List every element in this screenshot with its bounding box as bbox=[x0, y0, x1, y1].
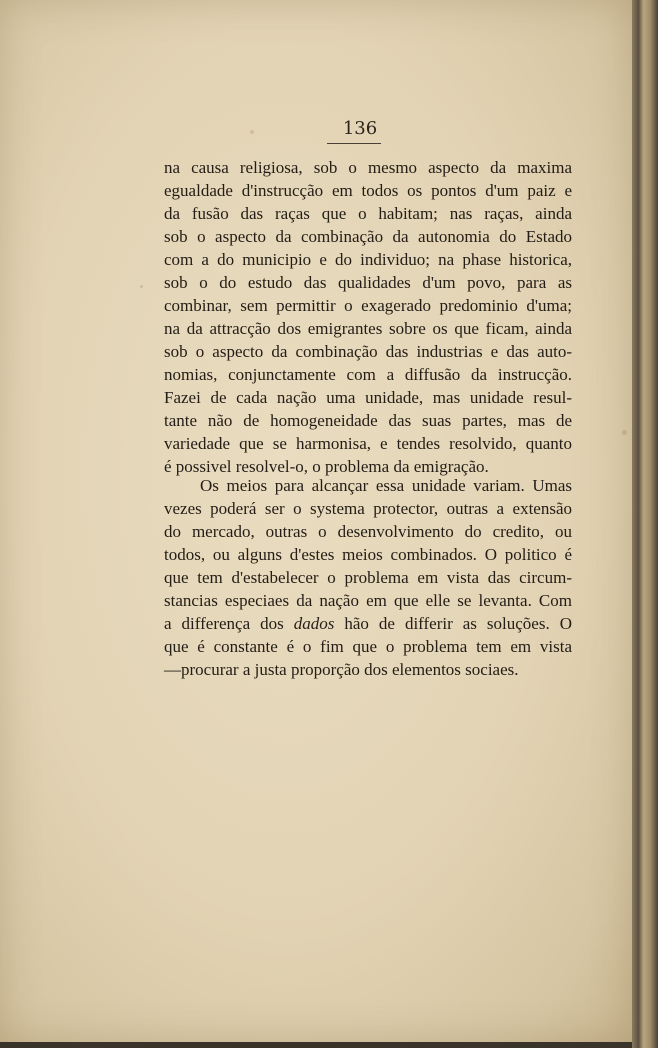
text-line: que tem d'estabelecer o problema em vista das circum- bbox=[164, 568, 572, 587]
text-line: todos, ou alguns d'estes meios combinados. O politico é bbox=[164, 545, 572, 564]
text-line: vezes poderá ser o systema protector, outras a extensão bbox=[164, 499, 572, 518]
text-line: na causa religiosa, sob o mesmo aspecto da maxima bbox=[164, 158, 572, 177]
text-line: stancias especiaes da nação em que elle se levanta. Com bbox=[164, 591, 572, 610]
text-line: na da attracção dos emigrantes sobre os que ficam, ainda bbox=[164, 319, 572, 338]
text-line: com a do municipio e do individuo; na phase historica, bbox=[164, 250, 572, 269]
text-line: egualdade d'instrucção em todos os pontos d'um paiz e bbox=[164, 181, 572, 200]
text-line: Fazei de cada nação uma unidade, mas unidade resul- bbox=[164, 388, 572, 407]
book-spine-edge bbox=[632, 0, 658, 1048]
page-number: 136 bbox=[342, 118, 378, 139]
text-line: nomias, conjunctamente com a diffusão da instrucção. bbox=[164, 365, 572, 384]
text-line: é possivel resolvel-o, o problema da emigração. bbox=[164, 457, 489, 476]
text-segment: a differença dos bbox=[164, 614, 294, 633]
text-line: sob o do estudo das qualidades d'um povo, para as bbox=[164, 273, 572, 292]
header-rule bbox=[327, 143, 381, 144]
text-line-with-italic bbox=[164, 612, 572, 635]
paragraph-1 bbox=[164, 156, 572, 478]
text-line: sob o aspecto da combinação da autonomia do Estado bbox=[164, 227, 572, 246]
paragraph-2 bbox=[164, 474, 572, 681]
text-line: Os meios para alcançar essa unidade variam. Umas bbox=[200, 476, 572, 495]
text-line: tante não de homogeneidade das suas partes, mas de bbox=[164, 411, 572, 430]
italic-word: dados bbox=[293, 614, 335, 633]
text-line: variedade que se harmonisa, e tendes resolvido, quanto bbox=[164, 434, 572, 453]
text-line: da fusão das raças que o habitam; nas raças, ainda bbox=[164, 204, 572, 223]
text-line: —procurar a justa proporção dos elementos sociaes. bbox=[164, 660, 519, 679]
text-line: sob o aspecto da combinação das industrias e das auto- bbox=[164, 342, 572, 361]
text-line: que é constante é o fim que o problema tem em vista bbox=[164, 637, 572, 656]
paper-speck bbox=[622, 430, 627, 435]
paper-speck bbox=[250, 130, 254, 134]
paper-speck bbox=[140, 285, 143, 288]
text-segment: hão de differir as soluções. O bbox=[334, 614, 572, 633]
text-line: combinar, sem permittir o exagerado predominio d'uma; bbox=[164, 296, 572, 315]
text-line: do mercado, outras o desenvolvimento do credito, ou bbox=[164, 522, 572, 541]
